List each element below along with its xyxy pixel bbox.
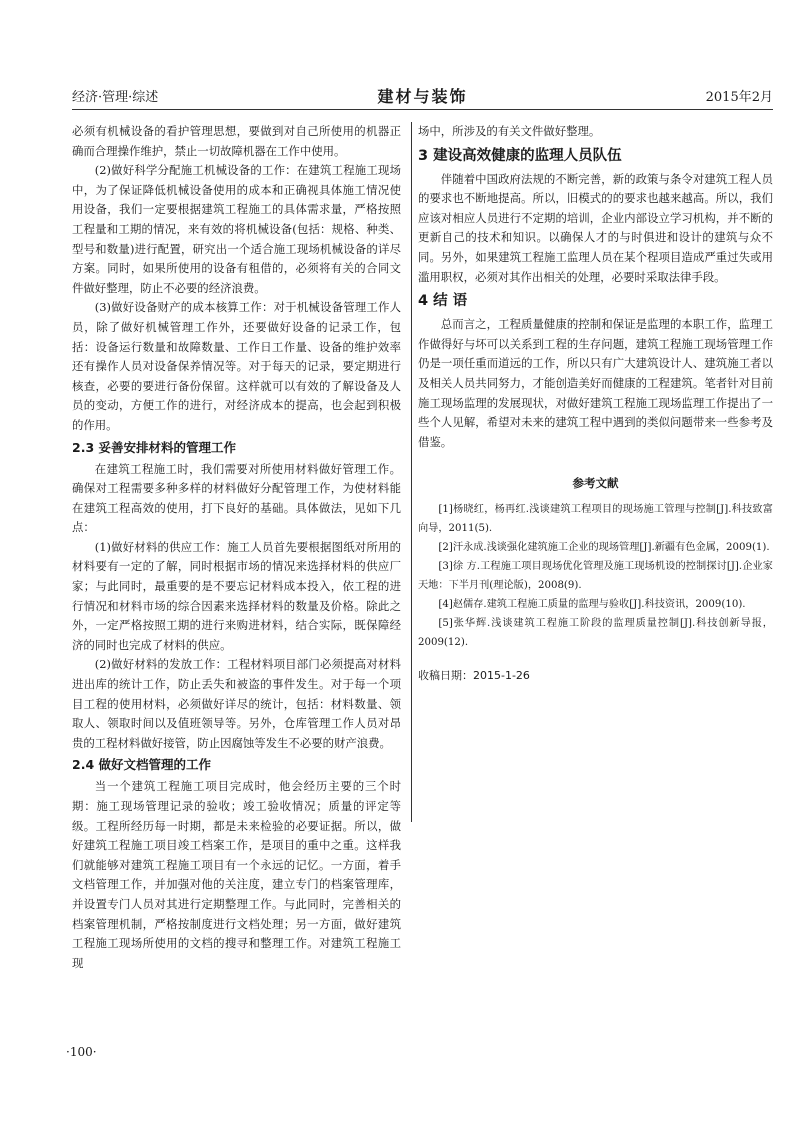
paragraph-section-3: 伴随着中国政府法规的不断完善，新的政策与条令对建筑工程人员的要求也不断地提高。所以，旧模式的的要求也越来越高。所以，我们应该对相应人员进行不定期的培训，企业内部设立学习机构，并不断的更新自己的技术和知识。以确保人才的与时俱进和设计的建筑与众不同。另外，如果建筑工程施工监理人员在某个程项目造成严重过失或用滥用职权，必须对其作出相关的处理，必要时采取法律手段。: [418, 171, 773, 284]
right-column: [418, 122, 773, 686]
header-section-label: 经济·管理·综述: [72, 90, 159, 105]
paragraph-equipment-cost: (3)做好设备财产的成本核算工作：对于机械设备管理工作人员，除了做好机械管理工作外，还要做好设备的记录工作，包括：设备运行数量和故障数量、工作日工作量、设备的维护效率还有操作人员对设备保养情况等。对于每天的记录，要定期进行核查，必要的要进行备份保留。这样就可以有效的了解设备及人员的变动，方便工作的进行，对经济成本的提高，也会起到积极的作用。: [72, 300, 401, 432]
running-header: [72, 86, 773, 106]
paragraph-material-intro: 在建筑工程施工时，我们需要对所使用材料做好管理工作。确保对工程需要多种多样的材料做好分配管理工作，为使材料能在建筑工程高效的使用，打下良好的基础。具体做法，见如下几点：: [72, 461, 401, 535]
reference-item: [4]赵儒存.建筑工程施工质量的监理与验收[J].科技资讯，2009(10).: [438, 598, 746, 610]
heading-section-4: 4 结 语: [418, 293, 468, 310]
paragraph-material-supply: (1)做好材料的供应工作：施工人员首先要根据图纸对所用的材料要有一定的了解，同时根据市场的情况来选择材料的供应厂家；与此同时，最重要的是不要忘记材料成本投入，依工程的进行情况和材料市场的综合因素来选择材料的数量及价格。除此之外，一定严格按照工期的进行来购进材料，结合实际，既保障经济的同时也完成了材料的供应。: [72, 539, 401, 652]
received-date: 收稿日期：2015-1-26: [418, 668, 530, 682]
issue-date: 2015年2月: [705, 90, 773, 105]
reference-item: [3]徐 方.工程施工项目现场优化管理及施工现场机设的控制探讨[J].企业家天地：下半月刊(理论版)，2008(9).: [418, 560, 773, 591]
column-divider: [411, 122, 412, 822]
paragraph-section-4: 总而言之，工程质量健康的控制和保证是监理的本职工作，监理工作做得好与坏可以关系到工程的生存问题，建筑工程施工现场管理工作仍是一项任重而道远的工作，所以只有广大建筑设计人、建筑施工者以及相关人员共同努力，才能创造美好而健康的工程建筑。笔者针对目前施工现场监理的发展现状，对做好建筑工程施工现场监理工作提出了一些个人见解，希望对未来的建筑工程中遇到的类似问题带来一些参考及借鉴。: [418, 317, 773, 449]
journal-name: 建材与装饰: [377, 87, 468, 106]
references-title: 参考文献: [572, 476, 619, 491]
page-number: ·100·: [66, 1045, 97, 1059]
reference-item: [2]汗永成.浅谈强化建筑施工企业的现场管理[J].新疆有色金属，2009(1).: [438, 541, 770, 553]
heading-2-4: 2.4 做好文档管理的工作: [72, 757, 211, 773]
reference-item: [5]张华辉.浅谈建筑工程施工阶段的监理质量控制[J].科技创新导报，2009(12).: [418, 617, 773, 648]
left-column: [72, 122, 401, 973]
reference-item: [1]杨晓红，杨再红.浅谈建筑工程项目的现场施工管理与控制[J].科技致富向导，2011(5).: [418, 503, 773, 534]
heading-2-3: 2.3 妥善安排材料的管理工作: [72, 439, 236, 455]
heading-section-3: 3 建设高效健康的监理人员队伍: [418, 147, 622, 164]
paragraph-document-management: 当一个建筑工程施工项目完成时，他会经历主要的三个时期：施工现场管理记录的验收；竣工验收情况；质量的评定等级。工程所经历每一时期，都是未来检验的必要证据。所以，做好建筑工程施工项目竣工档案工作，是项目的重中之重。这样我们就能够对建筑工程施工项目有一个永远的记忆。一方面，着手文档管理工作，并加强对他的关注度，建立专门的档案管理库，并设置专门人员对其进行定期整理工作。与此同时，完善相关的档案管理机制，严格按制度进行文档处理；另一方面，做好建筑工程施工现场所使用的文档的搜寻和整理工作。对建筑工程施工现: [72, 779, 401, 970]
header-rule: [72, 109, 773, 110]
paragraph-continued-right: 场中，所涉及的有关文件做好整理。: [418, 124, 601, 138]
paragraph-material-issue: (2)做好材料的发放工作：工程材料项目部门必须提高对材料进出库的统计工作，防止丢失和被盗的事件发生。对于每一个项目工程的使用材料，必须做好详尽的统计，包括：材料数量、领取人、领取时间以及值班领导等。另外，仓库管理工作人员对昂贵的工程材料做好接管，防止因腐蚀等发生不必要的财产浪费。: [72, 657, 401, 750]
paragraph-equipment-allocation: (2)做好科学分配施工机械设备的工作：在建筑工程施工现场中，为了保证降低机械设备使用的成本和正确视具体施工情况使用设备，我们一定要根据建筑工程施工的具体需求量，严格按照工程量和工期的情况，来有效的将机械设备(包括：规格、种类、型号和数量)进行配置，研究出一个适合施工现场机械设备的详尽方案。同时，如果所使用的设备有租借的，必须将有关的合同文件做好整理，防止不必要的经济浪费。: [72, 163, 401, 295]
paragraph-continued: 必须有机械设备的看护管理思想，要做到对自己所使用的机器正确而合理操作维护，禁止一切故障机器在工作中使用。: [72, 124, 401, 158]
